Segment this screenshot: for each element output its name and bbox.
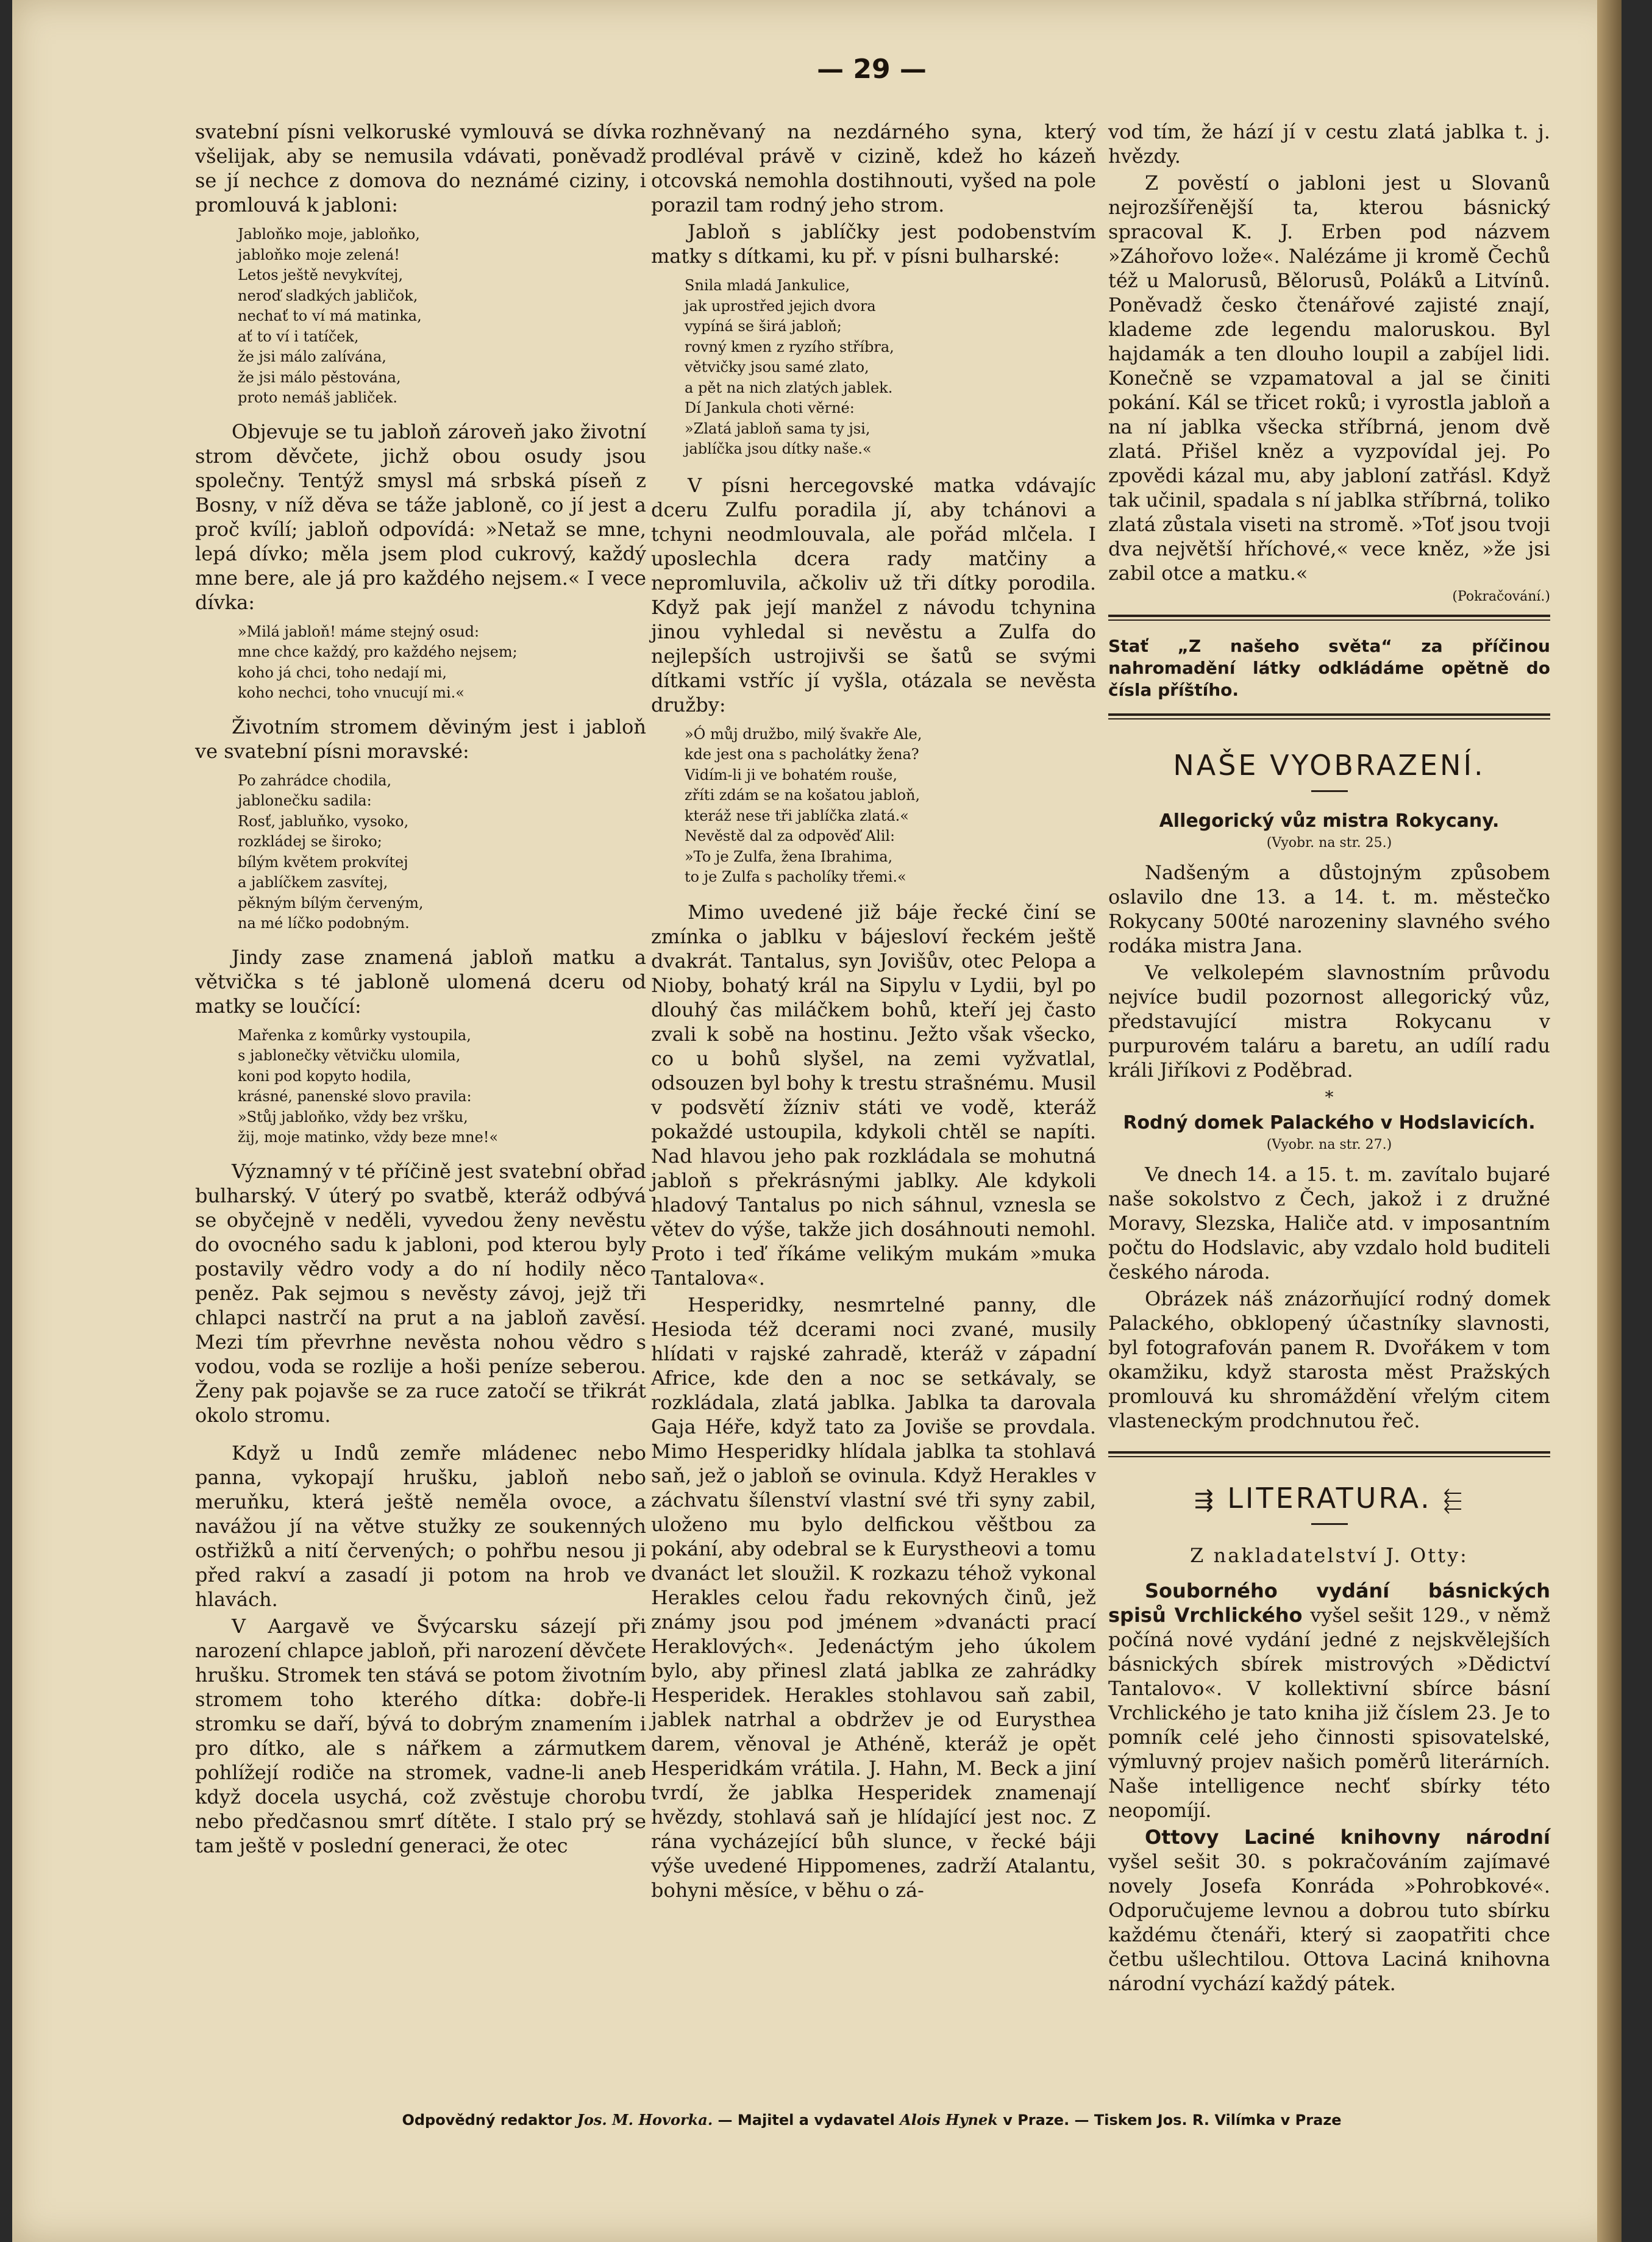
column-1 — [195, 120, 646, 1860]
picture-reference: (Vyobr. na str. 25.) — [1266, 835, 1392, 851]
entry-title: Ottovy Laciné knihovny národní — [1145, 1826, 1550, 1849]
paragraph: vod tím, že hází jí v cestu zlatá jablka t. j. hvězdy. — [1108, 120, 1550, 168]
verse-line: Mařenka z komůrky vystoupila, — [238, 1026, 471, 1044]
verse-line: proto nemáš jabliček. — [238, 389, 397, 406]
paragraph: V Aargavě ve Švýcarsku sázejí při narození chlapce jabloň, při narození děvčete hrušku. Stromek ten stává se potom životním stromem toho kterého dítka: dobře-li stromku se daří, bývá to dobrým znamením i pro dítko, ale s nářkem a zármutkem pohlížejí rodiče na stromek, vadne-li aneb když docela usychá, což zvěstuje chorobu nebo předčasnou smrť dítěte. I stalo prý se tam ještě v poslední generaci, že otec — [195, 1614, 646, 1857]
newspaper-page — [12, 0, 1622, 2242]
verse-line: žij, moje matinko, vždy beze mne!« — [238, 1129, 499, 1146]
verse-line: rozkládej se široko; — [238, 833, 382, 850]
divider — [1108, 615, 1550, 617]
column-3 — [1108, 120, 1550, 1998]
paragraph: Z pověstí o jabloni jest u Slovanů nejrozšířenější ta, kterou básnický spracoval K. J. Erben pod názvem »Záhořovo lože«. Nalézáme ji kromě Čechů též u Malorusů, Bělorusů, Poláků a Litvínů. Poněvadž česko čtenářové zajisté znají, klademe zde legendu maloruskou. Byl hajdamák a ten dlouho loupil a zabíjel lidi. Konečně se vzpamatoval a jal se činiti pokání. Kál se třicet roků; i vyrostla jabloň a na ní jablka všecka stříbrná, jenom dvě zlatá. Přišel kněz a vyzpovídal jej. Po zpovědi kázal mu, aby jabloní zatřásl. Když tak učinil, spadala s ní jablka stříbrná, toliko zlatá zůstala viseti na stromě. »Toť jsou tvoji dva největší hříchové,« vece kněz, »že jsi zabil otce a matku.« — [1108, 171, 1550, 585]
verse-line: že jsi málo zalívána, — [238, 348, 386, 365]
verse-line: nechať to ví má matinka, — [238, 307, 422, 324]
ornament-right-icon: ⬱ — [1443, 1487, 1465, 1513]
picture-reference: (Vyobr. na str. 27.) — [1266, 1137, 1392, 1152]
asterisk-separator: * — [1325, 1087, 1334, 1107]
verse-russian — [195, 224, 646, 409]
paragraph: Když u Indů zemře mládenec nebo panna, vykopají hrušku, jabloň nebo meruňku, která ještě neměla ovoce, a navážou jí na větve stužky ze soukenných ostřižků a nití červených; o pohřbu nesou ji před rakví a zasadí ji potom na hrob ve hlavách. — [195, 1441, 646, 1611]
paragraph: Životním stromem děviným jest i jabloň ve svatební písni moravské: — [195, 715, 646, 763]
page-number: — 29 — — [817, 54, 927, 85]
paragraph: Významný v té příčině jest svatební obřad bulharský. V úterý po svatbě, kteráž odbývá se obyčejně v neděli, vyvedou ženy nevěstu do ovocného sadu k jabloni, pod kterou byly postavily vědro vody a do ní hodily něco peněz. Pak sejmou s nevěsty závoj, jejž tři chlapci nastrčí na prut a na jabloň zavěsí. Mezi tím převrhne nevěsta nohou vědro s vodou, voda se rozlije a hoši peníze seberou. Ženy pak pojavše se za ruce zatočí se třikrát okolo stromu. — [195, 1159, 646, 1427]
editorial-notice: Stať „Z našeho světa“ za příčinou nahromadění látky odkládáme opětně do čísla příštího. — [1108, 636, 1550, 700]
paragraph: Jindy zase znamená jabloň matku a větvička s té jabloně ulomená dceru od matky se loučící: — [195, 945, 646, 1018]
verse-line: větvičky jsou samé zlato, — [685, 359, 869, 376]
short-divider — [1311, 790, 1348, 792]
verse-line: na mé líčko podobným. — [238, 915, 410, 932]
verse-line: Vidím-li ji ve bohatém rouše, — [685, 766, 897, 784]
verse-moravian — [195, 771, 646, 934]
verse-line: »Stůj jabloňko, vždy bez vršku, — [238, 1108, 468, 1126]
column-2 — [651, 120, 1096, 1905]
verse-line: že jsi málo pěstována, — [238, 368, 401, 386]
entry-title: Souborného vydání básnických spisů Vrchlického — [1108, 1579, 1550, 1627]
divider — [1108, 619, 1550, 621]
paragraph: svatební písni velkoruské vymlouvá se dívka všelijak, aby se nemusila vdávati, poněvadž se jí nechce z domova do neznámé ciziny, i promlouvá k jabloni: — [195, 120, 646, 216]
verse-bulgarian — [651, 276, 1096, 460]
paragraph: rozhněvaný na nezdárného syna, který prodléval právě v cizině, kdež ho kázeň otcovská nemohla dostihnouti, vyšed na pole porazil tam rodný jeho strom. — [651, 120, 1096, 216]
divider — [1108, 1456, 1550, 1457]
verse-line: koho já chci, toho nedají mi, — [238, 663, 447, 681]
verse-line: Snila mladá Jankulice, — [685, 277, 850, 294]
verse-line: »Milá jabloň! máme stejný osud: — [238, 623, 480, 640]
imprint-footer — [195, 2111, 1548, 2129]
verse-line: krásné, panenské slovo pravila: — [238, 1088, 472, 1105]
paragraph: Obrázek náš znázorňující rodný domek Palackého, obklopený účastníky slavnosti, byl fotografován panem R. Dvořákem v tom okamžiku, když starosta měst Pražských promlouvá ku shromáždění vřelým citem vlasteneckým prodchnutou řeč. — [1108, 1287, 1550, 1432]
footer-text: — Majitel a vydavatel — [713, 2112, 900, 2129]
verse-line: kteráž nese tři jablíčka zlatá.« — [685, 807, 909, 824]
verse-line: mne chce každý, pro každého nejsem; — [238, 643, 518, 660]
verse-line: kde jest ona s pacholátky žena? — [685, 746, 919, 763]
item-title: Allegorický vůz mistra Rokycany. — [1159, 810, 1500, 832]
section-title-literature — [1108, 1482, 1550, 1515]
paragraph: Ve dnech 14. a 15. t. m. zavítalo bujaré naše sokolstvo z Čech, jakož i z družné Moravy, Slezska, Haliče atd. v imposantním počtu do Hodslavic, aby vzdalo hold buditeli českého národa. — [1108, 1163, 1550, 1283]
footer-text: v Praze. — Tiskem Jos. R. Vilímka v Praze — [997, 2112, 1342, 2129]
verse-line: koni pod kopyto hodila, — [238, 1067, 411, 1085]
verse-line: »Zlatá jabloň sama ty jsi, — [685, 419, 871, 437]
short-divider — [1311, 1523, 1348, 1525]
paragraph: Hesperidky, nesmrtelné panny, dle Hesioda též dcerami noci zvané, musily hlídati v rajské zahradě, kteráž v západní Africe, kde den a noc se setkávaly, se rozkládala, zlatá jablka. Jablka ta darovala Gaja Héře, když tato za Joviše se provdala. Mimo Hesperidky hlídala jablka ta stohlavá saň, jež o jabloň se ovinula. Když Herakles v záchvatu šílenství vlastní své tři syny zabil, uloženo mu bylo delfickou věštbou za pokání, aby odebral se k Eurystheovi a tomu dvanáct let sloužil. K rozkazu téhož vykonal Herakles celou řadu rekovných činů, jež známy jsou pod jménem »dvanácti prací Heraklových«. Jedenáctým jeho úkolem bylo, aby přinesl zlatá jablka ze zahrádky Hesperidek. Herakles stohlavou saň zabil, jablek natrhal a obdržev je od Eurysthea darem, věnoval je Athéně, kteráž je opět Hesperidkám vrátila. J. Hahn, M. Beck a jiní tvrdí, že jablka Hesperidek znamenají hvězdy, stohlavá saň je hlídající jest noc. Z rána vycházející bůh slunce, v řecké báji výše uvedené Hippomenes, zadrží Atalantu, bohyni měsíce, v běhu o zá- — [651, 1293, 1096, 1902]
paragraph: V písni hercegovské matka vdávajíc dceru Zulfu poradila jí, aby tchánovi a tchyni neodmlouvala, ale pořád mlčela. I uposlechla dcera rady matčiny a nepromluvila, ačkoliv už tři dítky porodila. Když pak její manžel z návodu tchynina jinou vyhledal si nevěstu a Zulfa do nejlepších ustrojivši se šatů se svými dítkami vstříc jí vyšla, otázala se nevěsta družby: — [651, 473, 1096, 716]
verse-line: Po zahrádce chodila, — [238, 771, 392, 789]
section-title-pictures: NAŠE VYOBRAZENÍ. — [1173, 749, 1486, 782]
verse-line: Letos ještě nevykvítej, — [238, 266, 404, 284]
verse-line: neroď sladkých jabličok, — [238, 287, 418, 304]
verse-line: s jablonečky větvičku ulomila, — [238, 1047, 461, 1064]
paragraph: Ve velkolepém slavnostním průvodu nejvíce budil pozornost allegorický vůz, představující mistra Rokycanu v purpurovém taláru a baretu, an udílí radu králi Jiříkovi z Poděbrad. — [1108, 961, 1550, 1082]
publisher-heading: Z nakladatelství J. Otty: — [1190, 1544, 1469, 1567]
verse-hercegovina — [651, 724, 1096, 888]
continued-note: (Pokračování.) — [1452, 589, 1550, 604]
verse-line: vypíná se širá jabloň; — [685, 318, 842, 335]
paragraph: Jabloň s jablíčky jest podobenstvím matky s dítkami, ku př. v písni bulharské: — [651, 220, 1096, 268]
verse-line: a jablíčkem zasvítej, — [238, 874, 388, 891]
book-spine — [1597, 0, 1622, 2242]
verse-line: bílým květem prokvítej — [238, 853, 408, 871]
verse-line: ať to ví i tatíček, — [238, 327, 359, 345]
verse-line: a pět na nich zlatých jablek. — [685, 379, 893, 396]
paragraph: Nadšeným a důstojným způsobem oslavilo dne 13. a 14. t. m. městečko Rokycany 500té narozeniny slavného svého rodáka mistra Jana. — [1108, 861, 1550, 957]
verse-line: »To je Zulfa, žena Ibrahima, — [685, 848, 893, 865]
verse-line: jabloňko moje zelená! — [238, 246, 400, 263]
verse-line: koho nechci, toho vnucují mi.« — [238, 684, 465, 701]
footer-owner: Alois Hynek — [900, 2111, 998, 2129]
ornament-left-icon: ⇶ — [1194, 1487, 1216, 1513]
footer-text: Odpovědný redaktor — [402, 2112, 577, 2129]
literature-title-text: LITERATURA. — [1227, 1482, 1432, 1515]
verse-line: Dí Jankula choti věrné: — [685, 399, 855, 416]
verse-line: rovný kmen z ryzího stříbra, — [685, 338, 894, 355]
verse-line: Rosť, jabluňko, vysoko, — [238, 812, 409, 830]
divider — [1108, 1451, 1550, 1454]
item-title: Rodný domek Palackého v Hodslavicích. — [1123, 1112, 1536, 1133]
verse-line: Jabloňko moje, jabloňko, — [238, 226, 420, 243]
verse-line: »Ó můj družbo, milý švakře Ale, — [685, 725, 922, 743]
verse-line: pěkným bílým červeným, — [238, 894, 424, 912]
paragraph: Mimo uvedené již báje řecké činí se zmínka o jablku v bájesloví řeckém ještě dvakrát. Tantalus, syn Jovišův, otec Pelopa a Nioby, bohatý král na Sipylu v Lydii, byl po dlouhý čas miláčkem bohů, kteří jej často zvali k sobě na hostinu. Ježto však všecko, co u bohů slyšel, na zemi vyžvatlal, odsouzen byl bohy k trestu strašnému. Musil v podsvětí žízniv státi ve vodě, kteráž pokaždé ustoupila, kdykoli chtěl se napíti. Nad hlavou jeho pak rozkládala se mohutná jabloň s překrásnými jablky. Ale kdykoli hladový Tantalus po nich sáhnul, vznesla se větev do výše, takže jich dosáhnouti nemohl. Proto i teď říkáme velikým mukám »muka Tantalova«. — [651, 900, 1096, 1290]
paragraph: Objevuje se tu jabloň zároveň jako životní strom děvčete, jichž obou osudy jsou společny. Tentýž smysl má srbská píseň z Bosny, v níž děva se táže jabloně, co jí jest a proč kvílí; jabloň odpovídá: »Netaž se mne, lepá dívko; měla jsem plod cukrový, každý mne bere, ale já pro každého nejsem.« I vece dívka: — [195, 419, 646, 614]
verse-serbian — [195, 622, 646, 704]
verse-line: Nevěstě dal za odpověď Alil: — [685, 827, 895, 844]
verse-line: jablonečku sadila: — [238, 792, 372, 809]
verse-line: zříti zdám se na košatou jabloň, — [685, 787, 920, 804]
literature-entry — [1108, 1825, 1550, 1996]
verse-marenka — [195, 1026, 646, 1148]
verse-line: jablíčka jsou dítky naše.« — [685, 440, 872, 457]
verse-line: jak uprostřed jejich dvora — [685, 297, 876, 315]
footer-editor: Jos. M. Hovorka. — [577, 2111, 713, 2129]
literature-entry — [1108, 1579, 1550, 1823]
entry-text: vyšel sešit 30. s pokračováním zajímavé novely Josefa Konráda »Pohrobkové«. Odporučujeme levnou a dobrou tuto sbírku každému čtenáři, který si zaopatřiti chce četbu ušlechtilou. Ottova Laciná knihovna národní vychází každý pátek. — [1108, 1850, 1550, 1995]
entry-text: vyšel sešit 129., v němž počíná nové vydání jedné z nejskvělejších básnických sbírek mistrových »Dědictví Tantalovo«. V kollektivní sbírce básní Vrchlického je tato kniha již číslem 23. Je to pomník celé jeho činnosti spisovatelské, výmluvný projev našich poměrů literárních. Naše intelligence nechť sbírky této neopomíjí. — [1108, 1604, 1550, 1822]
divider — [1108, 718, 1550, 719]
verse-line: to je Zulfa s pacholíky třemi.« — [685, 868, 906, 885]
divider — [1108, 713, 1550, 716]
